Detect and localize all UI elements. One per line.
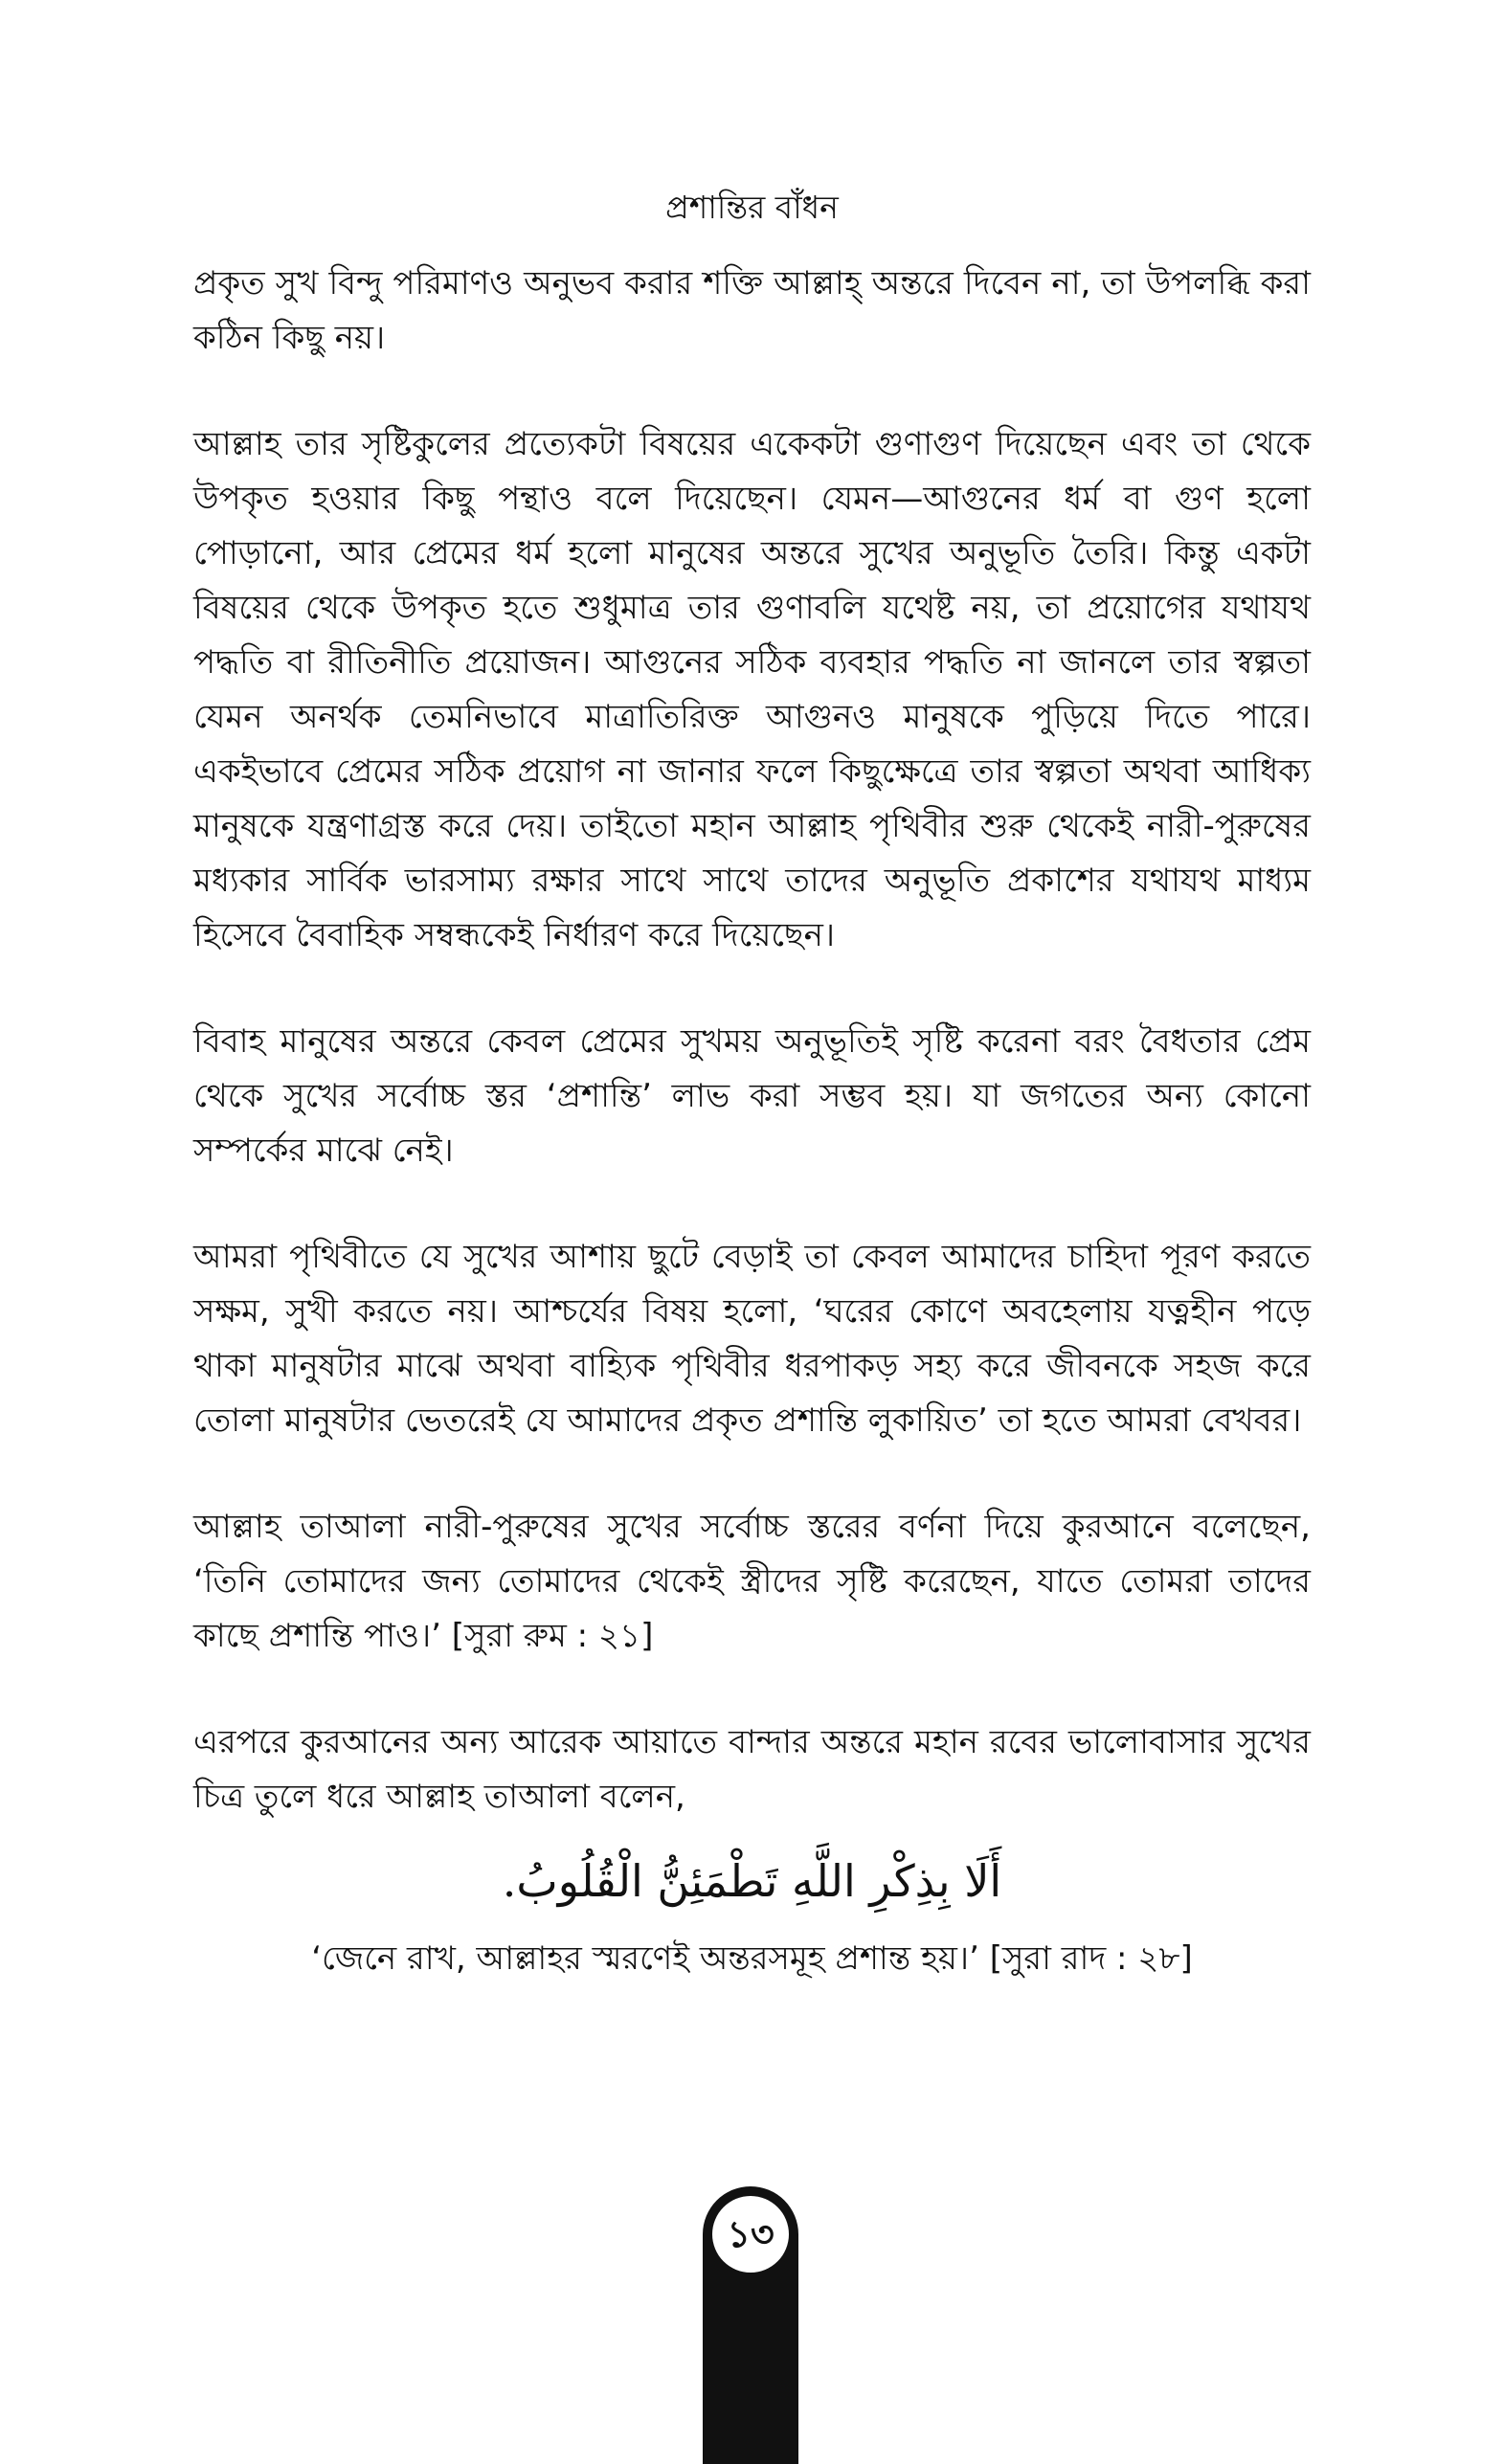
page-body — [193, 257, 1311, 1986]
verse-translation: ‘জেনে রাখ, আল্লাহর স্মরণেই অন্তরসমূহ প্রশান্ত হয়।’ [সুরা রাদ : ২৮] — [311, 1939, 1193, 1978]
running-header: প্রশান্তির বাঁধন — [665, 189, 839, 226]
arabic-verse: أَلَا بِذِكْرِ اللَّهِ تَطْمَئِنُّ الْقُلُوبُ. — [502, 1855, 1002, 1907]
paragraph-1: প্রকৃত সুখ বিন্দু পরিমাণও অনুভব করার শক্তি আল্লাহ্ অন্তরে দিবেন না, তা উপলব্ধি করা কঠিন কিছু নয়। — [193, 264, 1311, 357]
paragraph-6: এরপরে কুরআনের অন্য আরেক আয়াতে বান্দার অন্তরে মহান রবের ভালোবাসার সুখের চিত্র তুলে ধরে আল্লাহ তাআলা বলেন, — [193, 1723, 1311, 1816]
paragraph-2: আল্লাহ তার সৃষ্টিকুলের প্রত্যেকটা বিষয়ের একেকটা গুণাগুণ দিয়েছেন এবং তা থেকে উপকৃত হওয়ার কিছু পন্থাও বলে দিয়েছেন। যেমন—আগুনের ধর্ম বা গুণ হলো পোড়ানো, আর প্রেমের ধর্ম হলো মানুষের অন্তরে সুখের অনুভূতি তৈরি। কিন্তু একটা বিষয়ের থেকে উপকৃত হতে শুধুমাত্র তার গুণাবলি যথেষ্ট নয়, তা প্রয়োগের যথাযথ পদ্ধতি বা রীতিনীতি প্রয়োজন। আগুনের সঠিক ব্যবহার পদ্ধতি না জানলে তার স্বল্পতা যেমন অনর্থক তেমনিভাবে মাত্রাতিরিক্ত আগুনও মানুষকে পুড়িয়ে দিতে পারে। একইভাবে প্রেমের সঠিক প্রয়োগ না জানার ফলে কিছুক্ষেত্রে তার স্বল্পতা অথবা আধিক্য মানুষকে যন্ত্রণাগ্রস্ত করে দেয়। তাইতো মহান আল্লাহ পৃথিবীর শুরু থেকেই নারী-পুরুষের মধ্যকার সার্বিক ভারসাম্য রক্ষার সাথে সাথে তাদের অনুভূতি প্রকাশের যথাযথ মাধ্যম হিসেবে বৈবাহিক সম্বন্ধকেই নির্ধারণ করে দিয়েছেন। — [193, 425, 1311, 954]
page-number: ১৩ — [712, 2196, 789, 2273]
paragraph-5: আল্লাহ তাআলা নারী-পুরুষের সুখের সর্বোচ্চ স্তরের বর্ণনা দিয়ে কুরআনে বলেছেন, ‘তিনি তোমাদের জন্য তোমাদের থেকেই স্ত্রীদের সৃষ্টি করেছেন, যাতে তোমরা তাদের কাছে প্রশান্তি পাও।’ [সুরা রুম : ২১] — [193, 1508, 1311, 1655]
paragraph-4: আমরা পৃথিবীতে যে সুখের আশায় ছুটে বেড়াই তা কেবল আমাদের চাহিদা পূরণ করতে সক্ষম, সুখী করতে নয়। আশ্চর্যের বিষয় হলো, ‘ঘরের কোণে অবহেলায় যত্নহীন পড়ে থাকা মানুষটার মাঝে অথবা বাহ্যিক পৃথিবীর ধরপাকড় সহ্য করে জীবনকে সহজ করে তোলা মানুষটার ভেতরেই যে আমাদের প্রকৃত প্রশান্তি লুকায়িত’ তা হতে আমরা বেখবর। — [193, 1238, 1311, 1440]
paragraph-3: বিবাহ মানুষের অন্তরে কেবল প্রেমের সুখময় অনুভূতিই সৃষ্টি করেনা বরং বৈধতার প্রেম থেকে সুখের সর্বোচ্চ স্তর ‘প্রশান্তি’ লাভ করা সম্ভব হয়। যা জগতের অন্য কোনো সম্পর্কের মাঝে নেই। — [193, 1022, 1311, 1170]
